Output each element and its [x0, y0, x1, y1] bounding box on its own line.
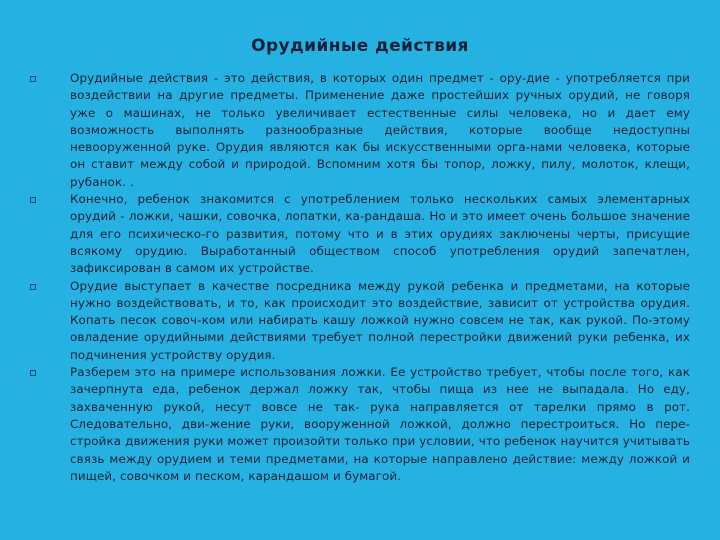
bullet-list [30, 70, 690, 485]
bullet-item [30, 70, 690, 191]
bullet-text: Орудийные действия - это действия, в которых один предмет - ору-дие - употребляется при воздействии на другие предметы. Применение даже простейших ручных орудий, не говоря уже о машинах, не только увеличивает естественные силы человека, но и дает ему возможность выполнять разнообразные действия, которые вообще недоступны невооруженной руке. Орудия являются как бы искусственными орга-нами человека, которые он ставит между собой и природой. Вспомним хотя бы топор, ложку, пилу, молоток, клещи, рубанок. . [70, 71, 690, 189]
bullet-text: Орудие выступает в качестве посредника между рукой ребенка и предметами, на которые нужно воздействовать, и то, как происходит это воздействие, зависит от устройства орудия. Копать песок совоч-ком или набирать кашу ложкой нужно совсем не так, как рукой. По-этому овладение орудийными действиями требует полной перестройки движений руки ребенка, их подчинения устройству орудия. [70, 278, 690, 362]
square-bullet-icon [30, 284, 36, 290]
square-bullet-icon [30, 197, 36, 203]
bullet-text: Разберем это на примере использования ложки. Ее устройство требует, чтобы после того, как зачерпнута еда, ребенок держал ложку так, чтобы пища из нее не выпадала. Но еду, захваченную рукой, несут вовсе не так- рука направляется от тарелки прямо в рот. Следовательно, дви-жение руки, вооруженной ложкой, должно перестроиться. Но пере-стройка движения руки может произойти только при условии, что ребенок научится учитывать связь между орудием и теми предметами, на которые направлено действие: между ложкой и пищей, совочком и песком, карандашом и бумагой. [70, 365, 690, 483]
square-bullet-icon [30, 370, 36, 376]
bullet-item [30, 364, 690, 485]
bullet-text: Конечно, ребенок знакомится с употреблением только нескольких самых элементарных орудий - ложки, чашки, совочка, лопатки, ка-рандаша. Но и это имеет очень большое значение для его психическо-го развития, потому что и в этих орудиях заключены черты, присущие всякому орудию. Выработанный обществом способ употребления орудий запечатлен, зафиксирован в самом их устройстве. [70, 192, 690, 276]
slide-title: Орудийные действия [251, 36, 469, 56]
bullet-item [30, 278, 690, 364]
bullet-item [30, 191, 690, 277]
square-bullet-icon [30, 76, 36, 82]
